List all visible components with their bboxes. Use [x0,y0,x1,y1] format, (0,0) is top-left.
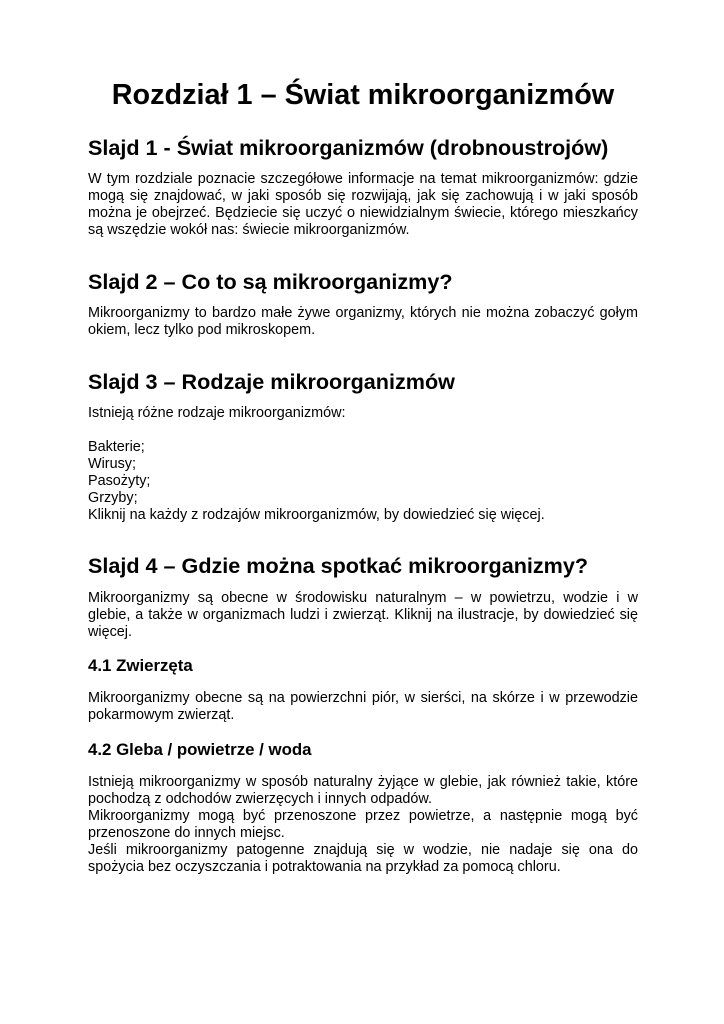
section41-line-2: pokarmowym zwierząt. [88,707,235,723]
chapter-title: Rozdział 1 – Świat mikroorganizmów [111,79,615,111]
section42-paragraph [88,774,638,876]
slide1-heading: Slajd 1 - Świat mikroorganizmów (drobnoustrojów) [88,135,609,160]
section41-paragraph [88,690,638,724]
slide2-line-1: Mikroorganizmy to bardzo małe żywe organizmy, których nie można zobaczyć gołym [88,305,638,321]
section42-line-5: Jeśli mikroorganizmy patogenne znajdują się w wodzie, nie nadaje się ona do [88,842,638,858]
slide1-line-3: można je obejrzeć. Będziecie się uczyć o niewidzialnym świecie, którego mieszkańcy [88,205,638,221]
list-item-grzyby: Grzyby; [88,490,138,506]
list-item-bakterie: Bakterie; [88,439,145,455]
slide2-line-2: okiem, lecz tylko pod mikroskopem. [88,322,316,338]
slide2-heading: Slajd 2 – Co to są mikroorganizmy? [88,269,453,294]
microorganism-types-list [88,439,638,524]
section41-line-1: Mikroorganizmy obecne są na powierzchni piór, w sierści, na skórze i w przewodzie [88,690,638,706]
section42-line-2: pochodzą z odchodów zwierzęcych i innych odpadów. [88,791,432,807]
slide3-heading: Slajd 3 – Rodzaje mikroorganizmów [88,369,455,394]
section42-line-4: przenoszone do innych miejsc. [88,825,285,841]
slide1-line-4: są wszędzie wokół nas: świecie mikroorganizmów. [88,222,410,238]
slide4-heading: Slajd 4 – Gdzie można spotkać mikroorganizmy? [88,553,589,578]
section42-line-1: Istnieją mikroorganizmy w sposób naturalny żyjące w glebie, jak również takie, które [88,774,638,790]
slide1-line-2: mogą się znajdować, w jaki sposób się rozwijają, jak się zachowują i w jaki sposób [88,188,638,204]
slide1-line-1: W tym rozdziale poznacie szczegółowe informacje na temat mikroorganizmów: gdzie [88,171,638,187]
slide4-line-2: glebie, a także w organizmach ludzi i zwierząt. Kliknij na ilustracje, by dowiedzieć się [88,607,638,623]
slide4-line-1: Mikroorganizmy są obecne w środowisku naturalnym – w powietrzu, wodzie i w [88,590,638,606]
slide4-line-3: więcej. [88,624,132,640]
slide4-paragraph [88,590,638,641]
section41-heading: 4.1 Zwierzęta [88,656,193,675]
slide3-intro: Istnieją różne rodzaje mikroorganizmów: [88,405,346,421]
slide2-paragraph [88,305,638,339]
list-item-pasozyty: Pasożyty; [88,473,151,489]
slide1-paragraph [88,171,638,239]
section42-line-3: Mikroorganizmy mogą być przenoszone przez powietrze, a następnie mogą być [88,808,638,824]
section42-heading: 4.2 Gleba / powietrze / woda [88,740,312,759]
slide3-note: Kliknij na każdy z rodzajów mikroorganizmów, by dowiedzieć się więcej. [88,507,545,523]
section42-line-6: spożycia bez oczyszczania i potraktowania na przykład za pomocą chloru. [88,859,561,875]
list-item-wirusy: Wirusy; [88,456,136,472]
